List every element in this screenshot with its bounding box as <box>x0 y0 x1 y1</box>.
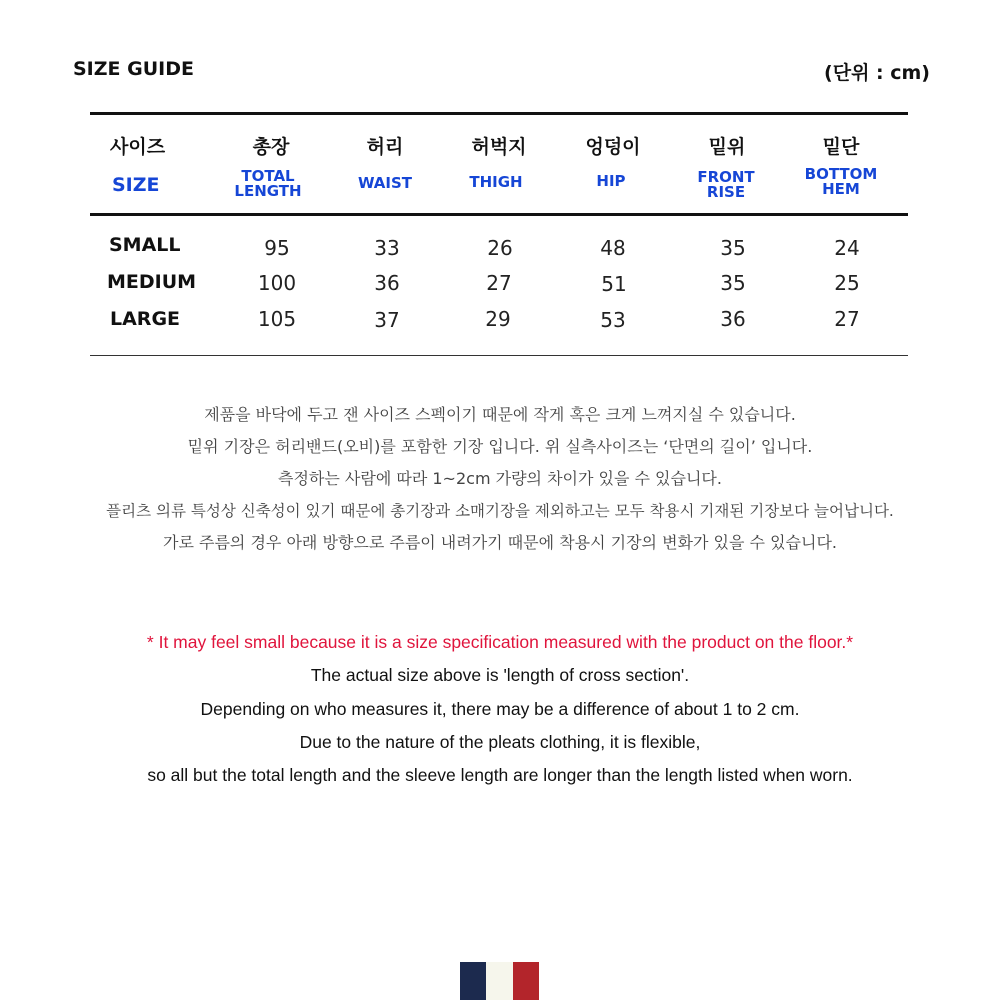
cell-waist: 36 <box>374 271 400 295</box>
note-line: so all but the total length and the sleeve length are longer than the length listed when worn. <box>147 765 853 786</box>
cell-bottom-hem: 27 <box>834 307 860 331</box>
cell-thigh: 26 <box>487 236 513 260</box>
cell-bottom-hem: 24 <box>834 236 860 260</box>
row-size-label: SMALL <box>109 234 181 256</box>
header-total-length-en <box>203 169 333 199</box>
header-front-rise-en-line1: FRONT <box>697 168 755 186</box>
header-front-rise-en <box>661 170 791 200</box>
cell-total-length: 100 <box>257 271 297 295</box>
header-bottom-hem-en-line1: BOTTOM <box>804 165 878 183</box>
note-line: 밑위 기장은 허리밴드(오비)를 포함한 기장 입니다. 위 실측사이즈는 ‘단면의 길이’ 입니다. <box>187 437 813 456</box>
flag-stripe-navy <box>460 962 486 1000</box>
header-total-length-en-line1: TOTAL <box>241 167 295 185</box>
table-header-rule <box>90 213 908 216</box>
note-line: Due to the nature of the pleats clothing, it is flexible, <box>299 731 701 752</box>
cell-thigh: 27 <box>486 271 512 295</box>
note-line: 측정하는 사람에 따라 1~2cm 가량의 차이가 있을 수 있습니다. <box>278 469 722 488</box>
header-size-kr: 사이즈 <box>110 136 166 158</box>
row-size-label: MEDIUM <box>107 271 197 293</box>
cell-total-length: 105 <box>257 307 297 331</box>
flag-stripe-red <box>513 962 539 1000</box>
notes-english <box>0 626 1000 792</box>
header-hip-en: HIP <box>596 172 626 190</box>
cell-waist: 33 <box>374 236 400 260</box>
note-line: 가로 주름의 경우 아래 방향으로 주름이 내려가기 때문에 착용시 기장의 변화가 있을 수 있습니다. <box>163 533 837 552</box>
note-line: Depending on who measures it, there may be a difference of about 1 to 2 cm. <box>200 698 800 719</box>
notes-korean <box>0 399 1000 559</box>
header-waist-kr: 허리 <box>366 136 404 158</box>
header-total-length-kr: 총장 <box>252 136 290 158</box>
header-thigh-kr: 허벅지 <box>471 136 527 158</box>
cell-front-rise: 35 <box>720 271 746 295</box>
header-size-en: SIZE <box>112 174 160 196</box>
unit-label: (단위 : cm) <box>824 62 930 84</box>
header-bottom-hem-en-line2: HEM <box>822 180 860 198</box>
header-front-rise-kr: 밑위 <box>708 136 746 158</box>
row-size-label: LARGE <box>110 308 181 330</box>
table-top-rule <box>90 112 908 115</box>
cell-hip: 51 <box>601 272 627 296</box>
tricolor-logo <box>460 962 539 1000</box>
cell-hip: 48 <box>600 236 626 260</box>
cell-hip: 53 <box>600 308 626 332</box>
size-guide-title: SIZE GUIDE <box>73 58 194 80</box>
note-line: 플리츠 의류 특성상 신축성이 있기 때문에 총기장과 소매기장을 제외하고는 모두 착용시 기재된 기장보다 늘어납니다. <box>106 502 894 520</box>
header-bottom-hem-en <box>776 167 906 197</box>
note-line: 제품을 바닥에 두고 잰 사이즈 스펙이기 때문에 작게 혹은 크게 느껴지실 수 있습니다. <box>204 405 796 424</box>
header-hip-kr: 엉덩이 <box>585 136 641 158</box>
cell-front-rise: 35 <box>720 236 746 260</box>
table-bottom-rule <box>90 355 908 356</box>
cell-total-length: 95 <box>264 236 290 260</box>
header-thigh-en: THIGH <box>469 173 523 191</box>
header-total-length-en-line2: LENGTH <box>234 182 302 200</box>
cell-waist: 37 <box>374 308 400 332</box>
header-waist-en: WAIST <box>357 174 413 192</box>
cell-bottom-hem: 25 <box>834 271 860 295</box>
note-line: The actual size above is 'length of cross section'. <box>310 665 690 686</box>
header-bottom-hem-kr: 밑단 <box>822 136 860 158</box>
note-warning: * It may feel small because it is a size specification measured with the product on the floor.* <box>146 632 854 652</box>
cell-front-rise: 36 <box>720 307 746 331</box>
cell-thigh: 29 <box>485 307 511 331</box>
header-front-rise-en-line2: RISE <box>706 183 746 201</box>
flag-stripe-ivory <box>486 962 512 1000</box>
